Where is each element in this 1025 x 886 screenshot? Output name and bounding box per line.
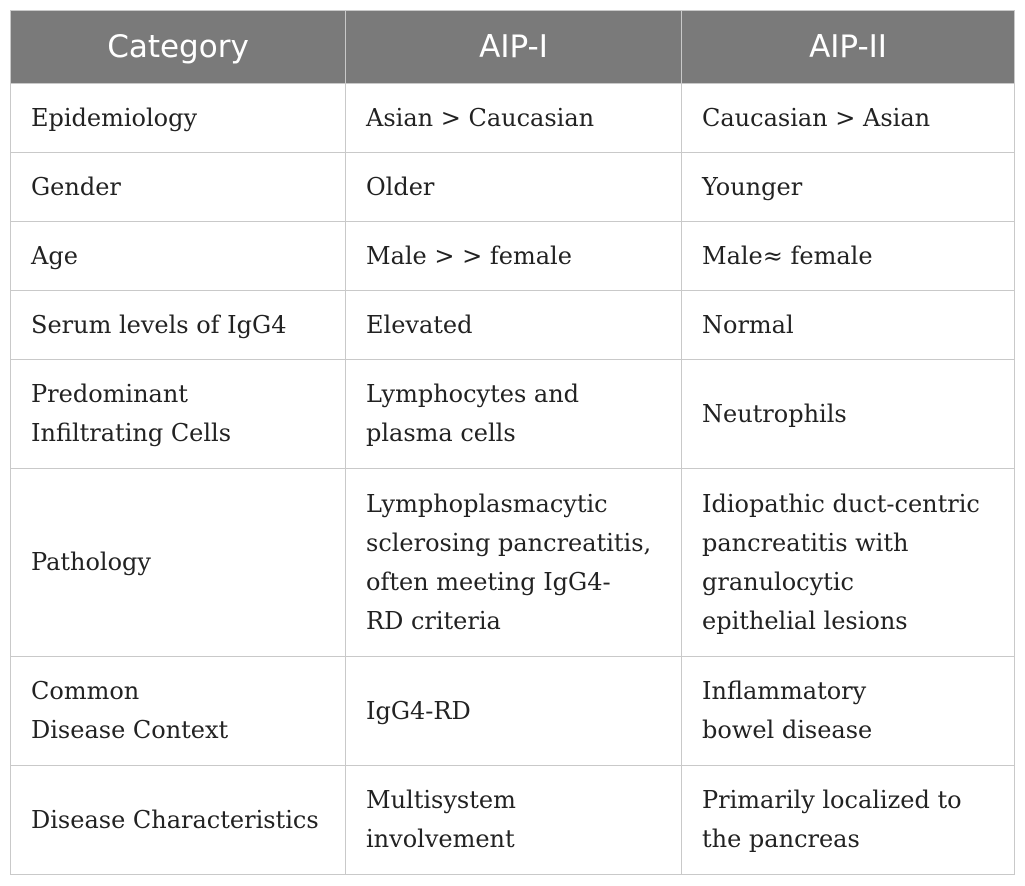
aip-1-cell: Asian > Caucasian — [346, 84, 682, 153]
table-row — [11, 291, 1015, 360]
header-aip-2: AIP-II — [682, 11, 1015, 84]
aip-2-cell: Normal — [682, 291, 1015, 360]
aip-2-cell: Male≈ female — [682, 222, 1015, 291]
category-cell: Serum levels of IgG4 — [11, 291, 346, 360]
aip-1-cell: Elevated — [346, 291, 682, 360]
category-cell: Pathology — [11, 469, 346, 657]
aip-2-cell: Idiopathic duct-centric pancreatitis with granulocytic epithelial lesions — [682, 469, 1015, 657]
header-row — [11, 11, 1015, 84]
table-row — [11, 360, 1015, 469]
aip-1-cell: IgG4-RD — [346, 657, 682, 766]
aip-1-cell: Lymphocytes and plasma cells — [346, 360, 682, 469]
category-cell: Epidemiology — [11, 84, 346, 153]
aip-1-cell: Male > > female — [346, 222, 682, 291]
aip-2-cell: Inflammatory bowel disease — [682, 657, 1015, 766]
table-row — [11, 766, 1015, 875]
header-category: Category — [11, 11, 346, 84]
table-row — [11, 153, 1015, 222]
table-row — [11, 657, 1015, 766]
table-row — [11, 469, 1015, 657]
category-cell: Disease Characteristics — [11, 766, 346, 875]
aip-2-cell: Younger — [682, 153, 1015, 222]
table-row — [11, 84, 1015, 153]
aip-2-cell: Caucasian > Asian — [682, 84, 1015, 153]
aip-2-cell: Primarily localized to the pancreas — [682, 766, 1015, 875]
category-cell: Age — [11, 222, 346, 291]
aip-1-cell: Multisystem involvement — [346, 766, 682, 875]
category-cell: Common Disease Context — [11, 657, 346, 766]
category-cell: Gender — [11, 153, 346, 222]
header-aip-1: AIP-I — [346, 11, 682, 84]
aip-2-cell: Neutrophils — [682, 360, 1015, 469]
aip-1-cell: Lymphoplasmacytic sclerosing pancreatitis, often meeting IgG4- RD criteria — [346, 469, 682, 657]
comparison-table — [10, 10, 1015, 875]
table-row — [11, 222, 1015, 291]
category-cell: Predominant Infiltrating Cells — [11, 360, 346, 469]
aip-1-cell: Older — [346, 153, 682, 222]
